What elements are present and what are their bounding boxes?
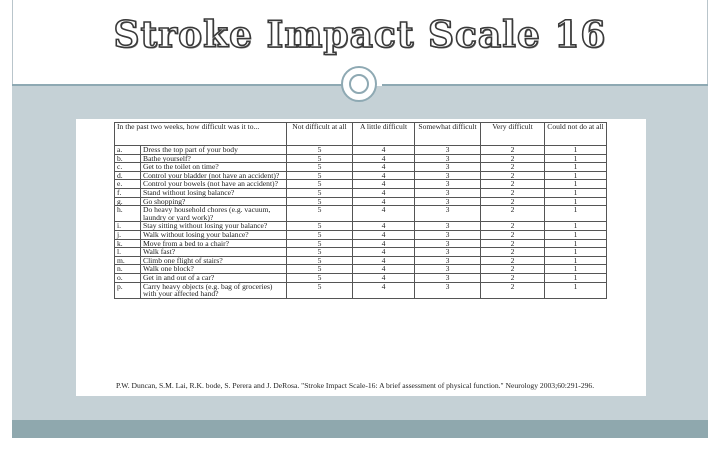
row-letter: a. xyxy=(115,146,141,155)
row-letter: b. xyxy=(115,154,141,163)
score-cell: 1 xyxy=(545,171,607,180)
score-cell: 5 xyxy=(287,239,353,248)
score-cell: 5 xyxy=(287,282,353,298)
row-item: Go shopping? xyxy=(141,197,287,206)
row-letter: n. xyxy=(115,265,141,274)
score-cell: 2 xyxy=(481,273,545,282)
score-cell: 3 xyxy=(415,180,481,189)
score-cell: 4 xyxy=(353,230,415,239)
row-letter: e. xyxy=(115,180,141,189)
score-cell: 3 xyxy=(415,171,481,180)
citation: P.W. Duncan, S.M. Lai, R.K. bode, S. Perera and J. DeRosa. "Stroke Impact Scale-16: A brief assessment of physical function." Neurology 2003;60:291-296. xyxy=(116,381,595,390)
table-row xyxy=(115,188,607,197)
row-item: Stay sitting without losing your balance? xyxy=(141,222,287,231)
score-cell: 3 xyxy=(415,154,481,163)
score-cell: 2 xyxy=(481,239,545,248)
score-cell: 4 xyxy=(353,206,415,222)
score-cell: 1 xyxy=(545,230,607,239)
header-could-not-do: Could not do at all xyxy=(545,123,607,146)
row-item: Bathe yourself? xyxy=(141,154,287,163)
score-cell: 2 xyxy=(481,154,545,163)
table-header-row xyxy=(115,123,607,146)
score-cell: 2 xyxy=(481,197,545,206)
score-cell: 2 xyxy=(481,206,545,222)
score-cell: 2 xyxy=(481,256,545,265)
footer-band xyxy=(12,420,708,438)
score-cell: 1 xyxy=(545,154,607,163)
score-cell: 4 xyxy=(353,222,415,231)
table-row xyxy=(115,230,607,239)
score-cell: 4 xyxy=(353,154,415,163)
row-item: Control your bladder (not have an accident)? xyxy=(141,171,287,180)
header-question: In the past two weeks, how difficult was it to... xyxy=(115,123,287,146)
score-cell: 5 xyxy=(287,197,353,206)
score-cell: 4 xyxy=(353,239,415,248)
score-cell: 4 xyxy=(353,180,415,189)
score-cell: 1 xyxy=(545,239,607,248)
score-cell: 2 xyxy=(481,188,545,197)
score-cell: 3 xyxy=(415,248,481,257)
score-cell: 5 xyxy=(287,256,353,265)
score-cell: 1 xyxy=(545,188,607,197)
score-cell: 2 xyxy=(481,171,545,180)
row-item: Get in and out of a car? xyxy=(141,273,287,282)
score-cell: 3 xyxy=(415,256,481,265)
row-item: Control your bowels (not have an accident)? xyxy=(141,180,287,189)
score-cell: 4 xyxy=(353,171,415,180)
row-item: Stand without losing balance? xyxy=(141,188,287,197)
score-cell: 3 xyxy=(415,206,481,222)
score-cell: 5 xyxy=(287,171,353,180)
score-cell: 5 xyxy=(287,146,353,155)
score-cell: 3 xyxy=(415,239,481,248)
table-row xyxy=(115,248,607,257)
score-cell: 2 xyxy=(481,265,545,274)
table-row xyxy=(115,163,607,172)
score-cell: 1 xyxy=(545,146,607,155)
score-cell: 5 xyxy=(287,230,353,239)
table-row xyxy=(115,239,607,248)
score-cell: 1 xyxy=(545,206,607,222)
score-cell: 5 xyxy=(287,180,353,189)
row-item: Get to the toilet on time? xyxy=(141,163,287,172)
table-row xyxy=(115,282,607,298)
score-cell: 1 xyxy=(545,273,607,282)
score-cell: 2 xyxy=(481,180,545,189)
row-letter: j. xyxy=(115,230,141,239)
row-letter: c. xyxy=(115,163,141,172)
score-cell: 5 xyxy=(287,206,353,222)
row-letter: m. xyxy=(115,256,141,265)
score-cell: 5 xyxy=(287,188,353,197)
score-cell: 5 xyxy=(287,273,353,282)
table-row xyxy=(115,206,607,222)
score-cell: 4 xyxy=(353,188,415,197)
score-cell: 5 xyxy=(287,265,353,274)
score-cell: 4 xyxy=(353,273,415,282)
row-item: Walk without losing your balance? xyxy=(141,230,287,239)
score-cell: 1 xyxy=(545,265,607,274)
row-letter: k. xyxy=(115,239,141,248)
score-cell: 3 xyxy=(415,282,481,298)
row-letter: l. xyxy=(115,248,141,257)
score-cell: 5 xyxy=(287,163,353,172)
table-body xyxy=(115,146,607,299)
header-very-difficult: Very difficult xyxy=(481,123,545,146)
score-cell: 3 xyxy=(415,146,481,155)
row-letter: g. xyxy=(115,197,141,206)
row-item: Walk fast? xyxy=(141,248,287,257)
score-cell: 4 xyxy=(353,265,415,274)
score-cell: 4 xyxy=(353,146,415,155)
row-item: Move from a bed to a chair? xyxy=(141,239,287,248)
score-cell: 1 xyxy=(545,163,607,172)
score-cell: 2 xyxy=(481,230,545,239)
score-cell: 2 xyxy=(481,222,545,231)
score-cell: 1 xyxy=(545,256,607,265)
score-cell: 3 xyxy=(415,222,481,231)
score-cell: 3 xyxy=(415,230,481,239)
row-item: Do heavy household chores (e.g. vacuum, laundry or yard work)? xyxy=(141,206,287,222)
score-cell: 5 xyxy=(287,222,353,231)
header-somewhat-difficult: Somewhat difficult xyxy=(415,123,481,146)
header-not-difficult: Not difficult at all xyxy=(287,123,353,146)
score-cell: 4 xyxy=(353,256,415,265)
score-cell: 5 xyxy=(287,248,353,257)
score-cell: 4 xyxy=(353,282,415,298)
row-letter: o. xyxy=(115,273,141,282)
row-letter: d. xyxy=(115,171,141,180)
score-cell: 1 xyxy=(545,180,607,189)
score-cell: 2 xyxy=(481,282,545,298)
row-letter: p. xyxy=(115,282,141,298)
stroke-impact-table xyxy=(114,122,607,299)
header-little-difficult: A little difficult xyxy=(353,123,415,146)
circle-ornament-icon xyxy=(341,66,377,102)
table-row xyxy=(115,146,607,155)
row-item: Dress the top part of your body xyxy=(141,146,287,155)
score-cell: 3 xyxy=(415,188,481,197)
score-cell: 1 xyxy=(545,222,607,231)
slide-title: Stroke Impact Scale 16 xyxy=(113,14,607,56)
score-cell: 1 xyxy=(545,197,607,206)
row-letter: f. xyxy=(115,188,141,197)
score-cell: 2 xyxy=(481,163,545,172)
row-letter: i. xyxy=(115,222,141,231)
score-cell: 3 xyxy=(415,265,481,274)
row-item: Walk one block? xyxy=(141,265,287,274)
score-cell: 4 xyxy=(353,163,415,172)
circle-ornament-inner xyxy=(349,74,369,94)
row-item: Climb one flight of stairs? xyxy=(141,256,287,265)
score-cell: 4 xyxy=(353,197,415,206)
table-row xyxy=(115,273,607,282)
score-cell: 3 xyxy=(415,163,481,172)
score-cell: 2 xyxy=(481,146,545,155)
score-cell: 3 xyxy=(415,273,481,282)
score-cell: 3 xyxy=(415,197,481,206)
score-cell: 2 xyxy=(481,248,545,257)
row-item: Carry heavy objects (e.g. bag of groceries) with your affected hand? xyxy=(141,282,287,298)
score-cell: 1 xyxy=(545,248,607,257)
scanned-table-image xyxy=(76,119,646,396)
score-cell: 1 xyxy=(545,282,607,298)
score-cell: 5 xyxy=(287,154,353,163)
score-cell: 4 xyxy=(353,248,415,257)
row-letter: h. xyxy=(115,206,141,222)
